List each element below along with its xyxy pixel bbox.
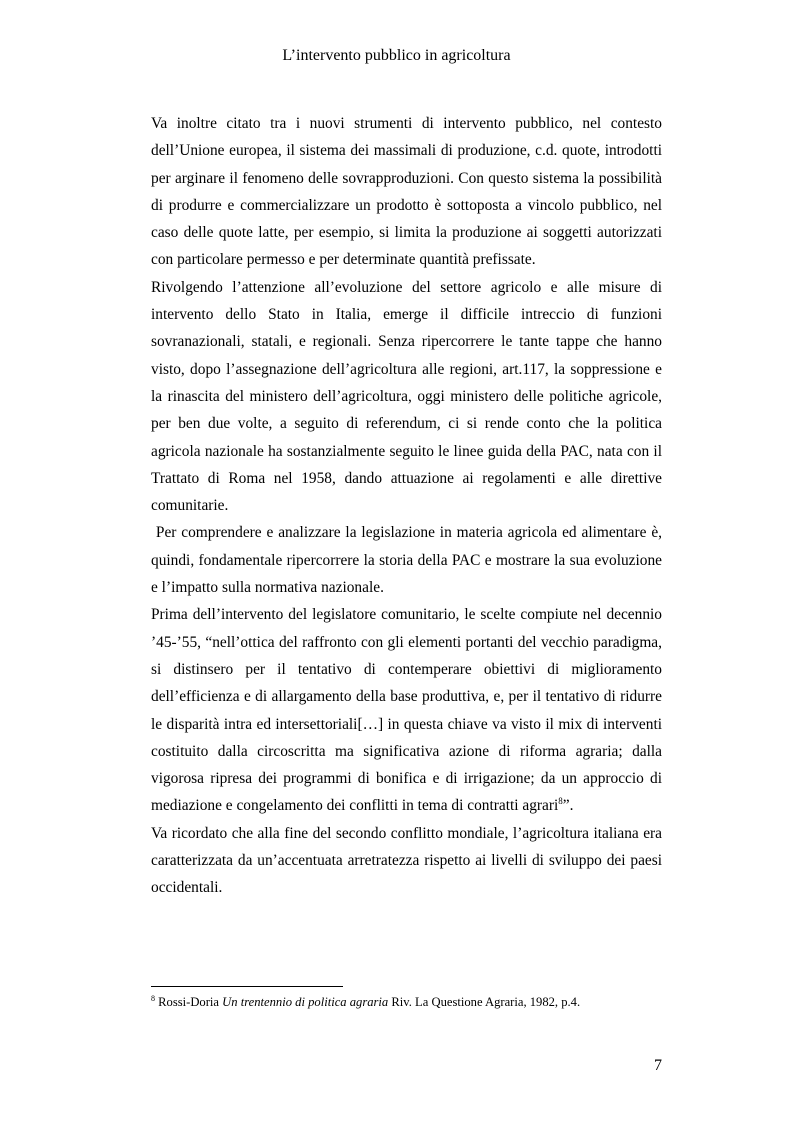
paragraph-postwar-backwardness: Va ricordato che alla fine del secondo conflitto mondiale, l’agricoltura italiana era caratterizzata da un’accentuata arretratezza rispetto ai livelli di sviluppo dei paesi occidentali. <box>151 824 662 897</box>
paragraph-postwar-choices-text: Prima dell’intervento del legislatore comunitario, le scelte compiute nel decennio ’45-’55, “nell’ottica del raffronto con gli elementi portanti del vecchio paradigma, si distinsero per il tentativo di contemperare obiettivi di miglioramento dell’efficienza e di allargamento della base produttiva, e, per il tentativo di ridurre le disparità intra ed intersettoriali[…] in questa chiave va visto il mix di interventi costituito dalla circoscritta ma significativa azione di riforma agraria; dalla vigorosa ripresa dei programmi di bonifica e di irrigazione; da un approccio di mediazione e congelamento dei conflitti in tema di contratti agrari <box>151 606 662 815</box>
footnote-source: Riv. La Questione Agraria, 1982, p.4. <box>388 995 581 1009</box>
main-text <box>151 110 662 902</box>
footnote-title: Un trentennio di politica agraria <box>222 995 389 1009</box>
footnote-separator <box>151 986 343 987</box>
paragraph-postwar-choices <box>151 601 662 819</box>
footnote-reference[interactable]: 8 <box>558 796 563 807</box>
footnote-number: 8 <box>151 994 155 1003</box>
paragraph-italian-intervention: Rivolgendo l’attenzione all’evoluzione del settore agricolo e alle misure di intervento dello Stato in Italia, emerge il difficile intreccio di funzioni sovranazionali, statali, e regionali. Senza ripercorrere le tante tappe che hanno visto, dopo l’assegnazione dell’agricoltura alle regioni, art.117, la soppressione e la rinascita del ministero dell’agricoltura, oggi ministero delle politiche agricole, per ben due volte, a seguito di referendum, ci si rende conto che la politica agricola nazionale ha sostanzialmente seguito le linee guida della PAC, nata con il Trattato di Roma nel 1958, dando attuazione ai regolamenti e alle direttive comunitarie. <box>151 278 662 515</box>
paragraph-pac-history-text: Per comprendere e analizzare la legislazione in materia agricola ed alimentare è, quindi, fondamentale ripercorrere la storia della PAC e mostrare la sua evoluzione e l’impatto sulla normativa nazionale. <box>151 524 662 597</box>
paragraph-quote-system: Va inoltre citato tra i nuovi strumenti di intervento pubblico, nel contesto dell’Unione europea, il sistema dei massimali di produzione, c.d. quote, introdotti per arginare il fenomeno delle sovrapproduzioni. Con questo sistema la possibilità di produrre e commercializzare un prodotto è sottoposta a vincolo pubblico, nel caso delle quote latte, per esempio, si limita la produzione ai soggetti autorizzati con particolare permesso e per determinate quantità prefissate. <box>151 115 662 269</box>
footnote <box>151 994 671 1010</box>
footnote-author: Rossi-Doria <box>155 995 223 1009</box>
page-number: 7 <box>654 1057 662 1074</box>
running-header: L’intervento pubblico in agricoltura <box>282 47 511 64</box>
quote-closing: ”. <box>562 797 574 815</box>
paragraph-pac-history <box>151 519 662 601</box>
